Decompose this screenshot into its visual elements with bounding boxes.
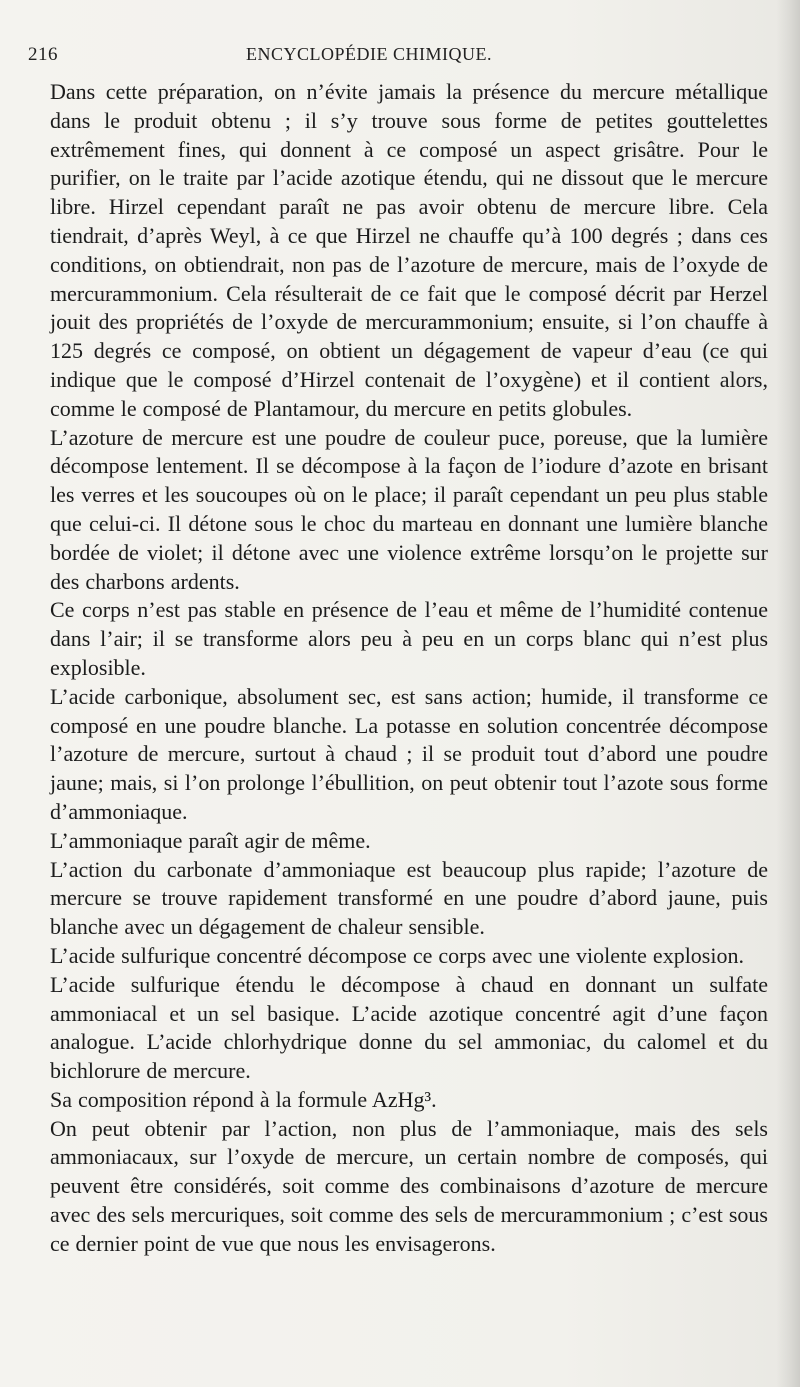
page-edge-shadow — [776, 0, 800, 1387]
paragraph-1: Dans cette préparation, on n’évite jamais la présence du mercure métallique dans le produit obtenu ; il s’y trouve sous forme de petites gouttelettes extrêmement fines, qui donnent à ce composé un aspect grisâtre. Pour le purifier, on le traite par l’acide azotique étendu, qui ne dissout que le mercure libre. Hirzel cependant paraît ne pas avoir obtenu de mercure libre. Cela tiendrait, d’après Weyl, à ce que Hirzel ne chauffe qu’à 100 degrés ; dans ces conditions, on obtiendrait, non pas de l’azoture de mercure, mais de l’oxyde de mercurammonium. Cela résulterait de ce fait que le composé décrit par Herzel jouit des propriétés de l’oxyde de mercurammonium; ensuite, si l’on chauffe à 125 degrés ce composé, on obtient un dégagement de vapeur d’eau (ce qui indique que le composé d’Hirzel contenait de l’oxygène) et il contient alors, comme le composé de Plantamour, du mercure en petits globules. — [50, 79, 768, 421]
paragraph-10: On peut obtenir par l’action, non plus de l’ammoniaque, mais des sels ammoniacaux, sur l’oxyde de mercure, un certain nombre de composés, qui peuvent être considérés, soit comme des combinaisons d’azoture de mercure avec des sels mercuriques, soit comme des sels de mercurammonium ; c’est sous ce dernier point de vue que nous les envisagerons. — [50, 1115, 768, 1256]
paragraph-2: L’azoture de mercure est une poudre de couleur puce, poreuse, que la lumière décompose lentement. Il se décompose à la façon de l’iodure d’azote en brisant les verres et les soucoupes où on le place; il paraît cependant un peu plus stable que celui-ci. Il détone sous le choc du marteau en donnant une lumière blanche bordée de violet; il détone avec une violence extrême lorsqu’on le projette sur des charbons ardents. — [50, 424, 768, 594]
paragraph-6: L’action du carbonate d’ammoniaque est beaucoup plus rapide; l’azoture de mercure se trouve rapidement transformé en une poudre d’abord jaune, puis blanche avec un dégagement de chaleur sensible. — [50, 856, 768, 940]
body-text — [50, 78, 768, 1259]
paragraph-4: L’acide carbonique, absolument sec, est sans action; humide, il transforme ce composé en une poudre blanche. La potasse en solution concentrée décompose l’azoture de mercure, surtout à chaud ; il se produit tout d’abord une poudre jaune; mais, si l’on prolonge l’ébullition, on peut obtenir tout l’azote sous forme d’ammoniaque. — [50, 683, 768, 824]
page-header — [28, 44, 768, 66]
paragraph-7: L’acide sulfurique concentré décompose ce corps avec une violente explosion. — [50, 942, 744, 968]
paragraph-5: L’ammoniaque paraît agir de même. — [50, 827, 371, 853]
page-number: 216 — [28, 44, 58, 65]
running-title: ENCYCLOPÉDIE CHIMIQUE. — [246, 44, 492, 64]
paragraph-8: L’acide sulfurique étendu le décompose à chaud en donnant un sulfate ammoniacal et un sel basique. L’acide azotique concentré agit d’une façon analogue. L’acide chlorhydrique donne du sel ammoniac, du calomel et du bichlorure de mercure. — [50, 971, 768, 1084]
paragraph-3: Ce corps n’est pas stable en présence de l’eau et même de l’humidité contenue dans l’air; il se transforme alors peu à peu en un corps blanc qui n’est plus explosible. — [50, 597, 768, 680]
paragraph-9: Sa composition répond à la formule AzHg³. — [50, 1086, 437, 1112]
